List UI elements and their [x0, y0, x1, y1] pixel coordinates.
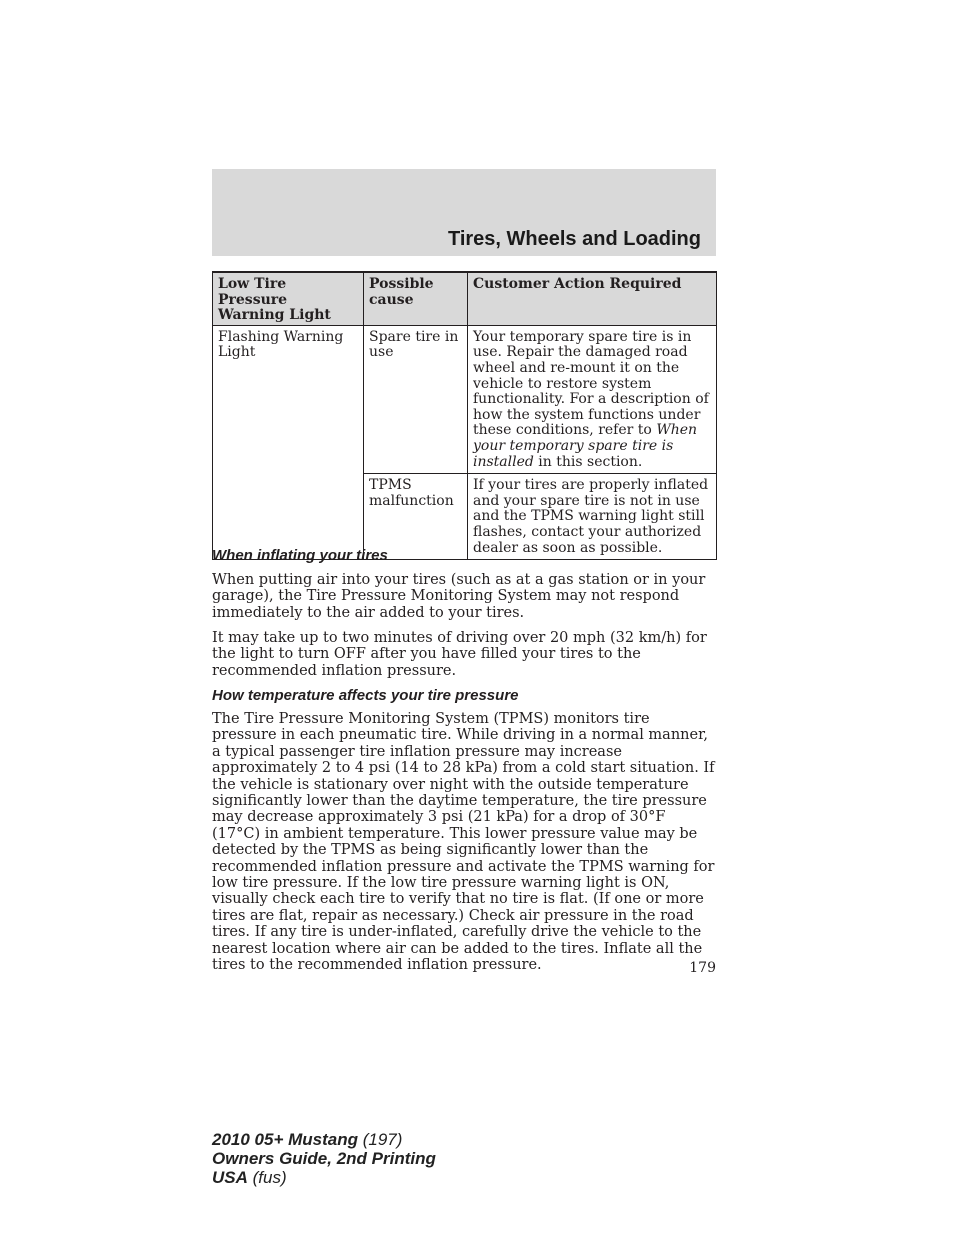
footer-model: 2010 05+ Mustang: [212, 1130, 358, 1149]
footer-market-code: (fus): [252, 1168, 287, 1187]
paragraph-inflating-1: When putting air into your tires (such as at a gas station or in your garage), the Tire Pressure Monitoring System may not respond immediately to the air added to your tires.: [212, 572, 706, 621]
footer-market: USA: [212, 1168, 248, 1187]
table-cell-cause: TPMS malfunction: [364, 474, 468, 560]
table-header-customer-action: Customer Action Required: [468, 272, 717, 325]
action-text: Your temporary spare tire is in use. Repair the damaged road wheel and re-mount it on the vehicle to restore system functionality. For a description of how the system functions under these conditions, refer to: [473, 328, 709, 439]
footer-guide-edition: Owners Guide, 2nd Printing: [212, 1149, 436, 1168]
section-header-band: [212, 169, 716, 256]
footer-model-code: (197): [362, 1130, 403, 1149]
footer-line-market: [212, 1168, 436, 1187]
table-row: [213, 325, 717, 473]
tpms-warning-table: [212, 271, 717, 560]
table-cell-warning-light: Flashing Warning Light: [213, 325, 364, 559]
footer-line-model: [212, 1130, 436, 1149]
paragraph-inflating-2: It may take up to two minutes of driving over 20 mph (32 km/h) for the light to turn OFF after you have filled your tires to the recommended inflation pressure.: [212, 630, 707, 679]
subheading-inflating: When inflating your tires: [212, 547, 388, 564]
paragraph-temperature: The Tire Pressure Monitoring System (TPMS) monitors tire pressure in each pneumatic tire. While driving in a normal manner, a typical passenger tire inflation pressure may increase approximately 2 to 4 psi (14 to 28 kPa) from a cold start situation. If the vehicle is stationary over night with the outside temperature significantly lower than the daytime temperature, the tire pressure may decrease approximately 3 psi (21 kPa) for a drop of 30°F (17°C) in ambient temperature. This lower pressure value may be detected by the TPMS as being significantly lower than the recommended inflation pressure and activate the TPMS warning for low tire pressure. If the low tire pressure warning light is ON, visually check each tire to verify that no tire is flat. (If one or more tires are flat, repair as necessary.) Check air pressure in the road tires. If any tire is under-inflated, carefully drive the vehicle to the nearest location where air can be added to the tires. Inflate all the tires to the recommended inflation pressure.: [212, 711, 715, 974]
action-cross-reference: When your temporary spare tire is installed: [473, 422, 698, 470]
action-text: in this section.: [533, 453, 643, 470]
table-cell-action: If your tires are properly inflated and your spare tire is not in use and the TPMS warning light still flashes, contact your authorized dealer as soon as possible.: [468, 474, 717, 560]
document-footer: [212, 1130, 436, 1187]
table-header-row: [213, 272, 717, 325]
table-header-warning-light: Low Tire Pressure Warning Light: [213, 272, 364, 325]
table-cell-action: [468, 325, 717, 473]
page-number: 179: [689, 960, 716, 976]
subheading-temperature: How temperature affects your tire pressure: [212, 687, 519, 704]
section-title: Tires, Wheels and Loading: [447, 228, 701, 250]
table-header-possible-cause: Possible cause: [364, 272, 468, 325]
table-cell-cause: Spare tire in use: [364, 325, 468, 473]
